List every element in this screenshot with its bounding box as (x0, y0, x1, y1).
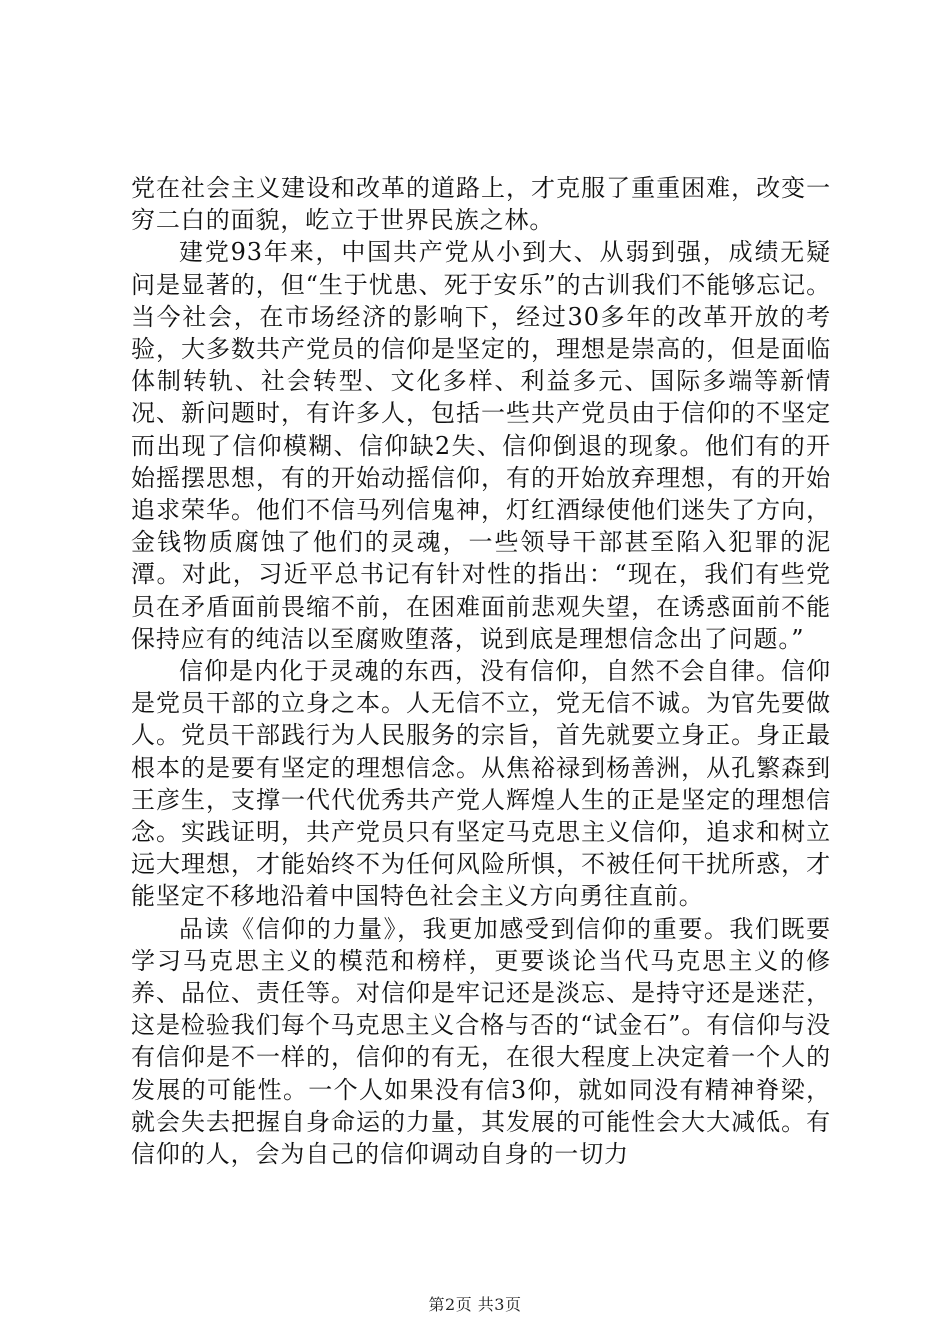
paragraph-4: 品读《信仰的力量》，我更加感受到信仰的重要。我们既要学习马克思主义的模范和榜样，更要谈论当代马克思主义的修养、品位、责任等。对信仰是牢记还是淡忘、是持守还是迷茫，这是检验我们每个马克思主义合格与否的“试金石”。有信仰与没有信仰是不一样的，信仰的有无，在很大程度上决定着一个人的发展的可能性。一个人如果没有信3仰，就如同没有精神脊梁，就会失去把握自身命运的力量，其发展的可能性会大大减低。有信仰的人，会为自己的信仰调动自身的一切力 (131, 914, 831, 1169)
document-body (131, 172, 831, 1170)
page-number-label: 第2页 共3页 (428, 1295, 522, 1314)
page-footer (0, 1292, 950, 1315)
paragraph-1: 党在社会主义建设和改革的道路上，才克服了重重困难，改变一穷二白的面貌，屹立于世界民族之林。 (131, 174, 831, 235)
paragraph-2: 建党93年来，中国共产党从小到大、从弱到强，成绩无疑问是显著的，但“生于忧患、死于安乐”的古训我们不能够忘记。当今社会，在市场经济的影响下，经过30多年的改革开放的考验，大多数共产党员的信仰是坚定的，理想是崇高的，但是面临体制转轨、社会转型、文化多样、利益多元、国际多端等新情况、新问题时，有许多人，包括一些共产党员由于信仰的不坚定而出现了信仰模糊、信仰缺2失、信仰倒退的现象。他们有的开始摇摆思想，有的开始动摇信仰，有的开始放弃理想，有的开始追求荣华。他们不信马列信鬼神，灯红酒绿使他们迷失了方向，金钱物质腐蚀了他们的灵魂，一些领导干部甚至陷入犯罪的泥潭。对此，习近平总书记有针对性的指出：“现在，我们有些党员在矛盾面前畏缩不前，在困难面前悲观失望，在诱惑面前不能保持应有的纯洁以至腐败堕落，说到底是理想信念出了问题。” (131, 238, 831, 653)
paragraph-3: 信仰是内化于灵魂的东西，没有信仰，自然不会自律。信仰是党员干部的立身之本。人无信不立，党无信不诚。为官先要做人。党员干部践行为人民服务的宗旨，首先就要立身正。身正最根本的是要有坚定的理想信念。从焦裕禄到杨善洲，从孔繁森到王彦生，支撑一代代优秀共产党人辉煌人生的正是坚定的理想信念。实践证明，共产党员只有坚定马克思主义信仰，追求和树立远大理想，才能始终不为任何风险所惧，不被任何干扰所惑，才能坚定不移地沿着中国特色社会主义方向勇往直前。 (131, 657, 831, 911)
